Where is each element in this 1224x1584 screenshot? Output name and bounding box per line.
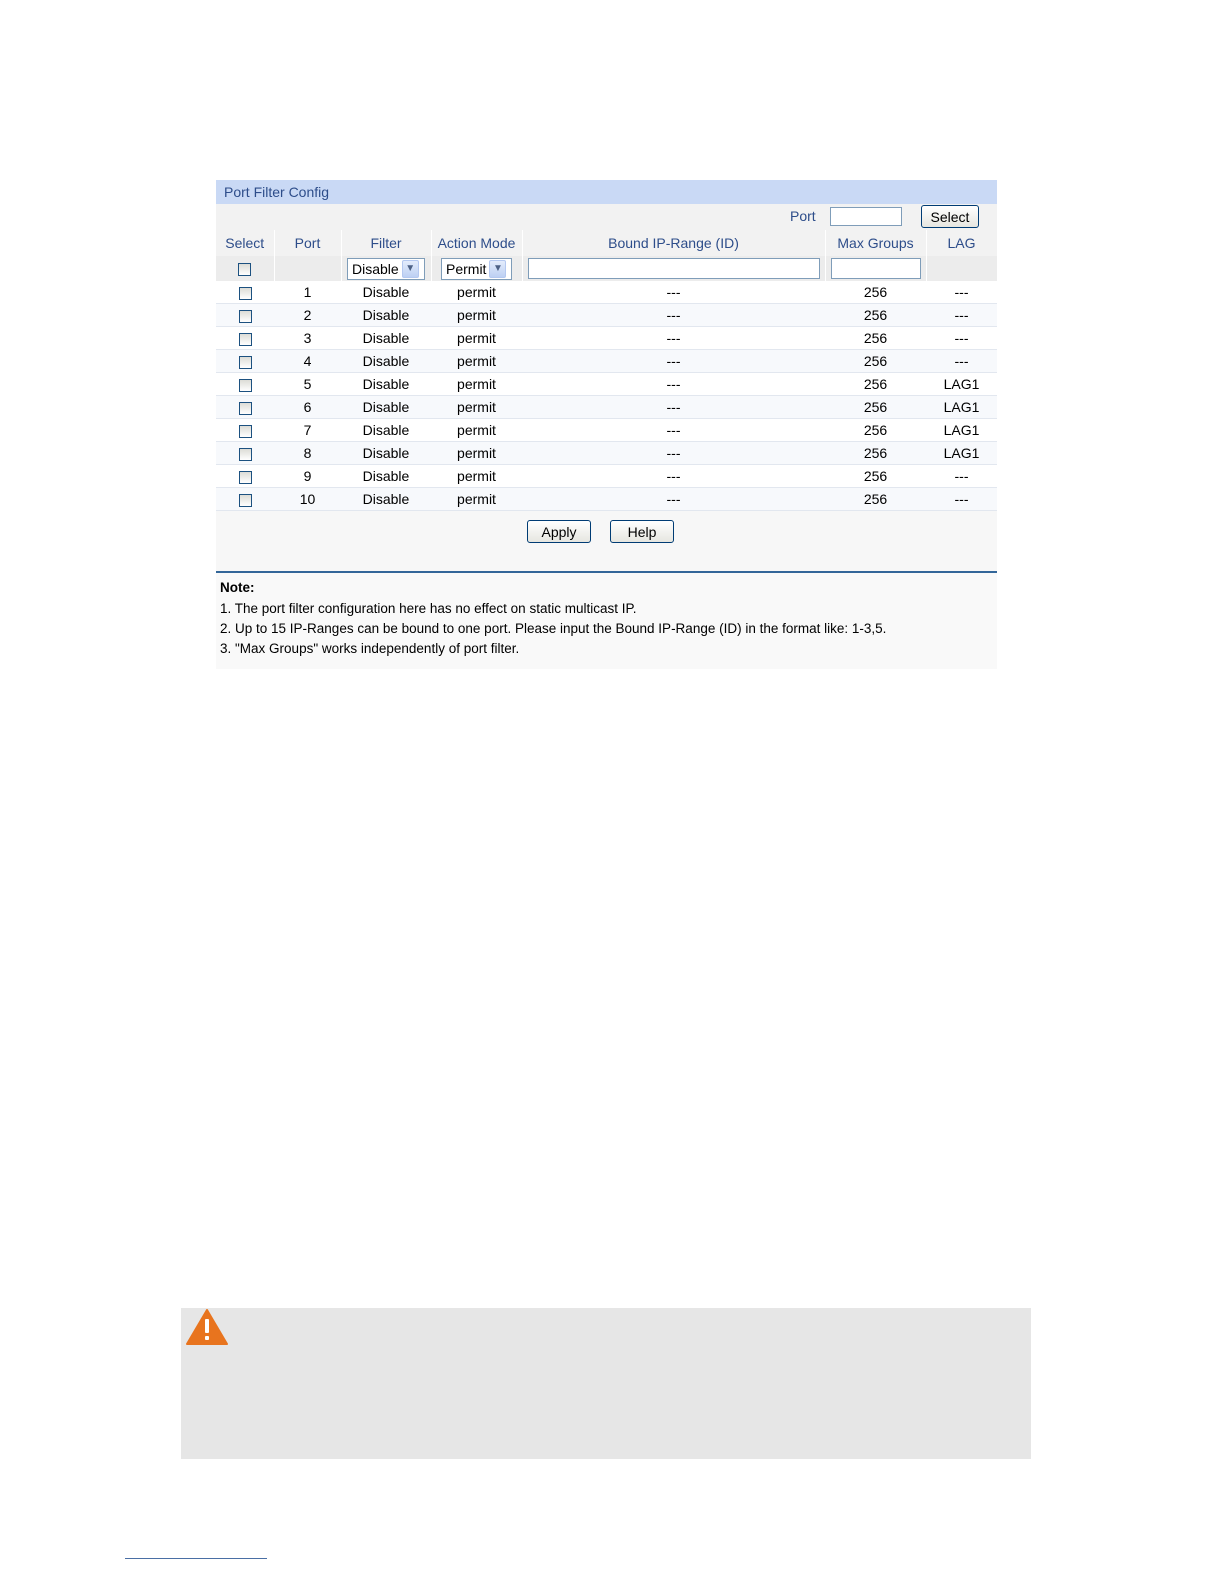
cell-port: 9 — [274, 465, 341, 488]
cell-lag: LAG1 — [926, 373, 997, 396]
row-checkbox[interactable] — [239, 402, 252, 415]
cell-action-mode: permit — [431, 373, 522, 396]
cell-lag: LAG1 — [926, 419, 997, 442]
row-checkbox[interactable] — [239, 356, 252, 369]
cell-bound-ip-range: --- — [522, 304, 825, 327]
cell-filter: Disable — [341, 350, 431, 373]
table-row — [216, 327, 997, 350]
action-mode-dropdown-value: Permit — [446, 260, 487, 277]
row-checkbox[interactable] — [239, 333, 252, 346]
cell-port: 8 — [274, 442, 341, 465]
header-select: Select — [216, 230, 274, 256]
header-filter: Filter — [341, 230, 431, 256]
select-button[interactable]: Select — [921, 205, 979, 228]
row-checkbox[interactable] — [239, 425, 252, 438]
cell-max-groups: 256 — [825, 396, 926, 419]
select-all-checkbox[interactable] — [238, 263, 251, 276]
port-label: Port — [790, 208, 816, 224]
cell-port: 6 — [274, 396, 341, 419]
row-checkbox[interactable] — [239, 448, 252, 461]
cell-max-groups: 256 — [825, 488, 926, 511]
note-section — [216, 573, 997, 669]
chevron-down-icon[interactable]: ▼ — [402, 260, 419, 278]
cell-port: 10 — [274, 488, 341, 511]
port-input[interactable] — [830, 207, 902, 226]
cell-action-mode: permit — [431, 327, 522, 350]
table-row — [216, 350, 997, 373]
cell-bound-ip-range: --- — [522, 350, 825, 373]
table-row — [216, 281, 997, 304]
cell-filter: Disable — [341, 281, 431, 304]
button-bar — [216, 511, 997, 571]
cell-max-groups: 256 — [825, 350, 926, 373]
table-row — [216, 396, 997, 419]
table-header — [216, 230, 997, 256]
cell-bound-ip-range: --- — [522, 465, 825, 488]
table-row — [216, 304, 997, 327]
header-action-mode: Action Mode — [431, 230, 522, 256]
table-row — [216, 488, 997, 511]
row-checkbox[interactable] — [239, 310, 252, 323]
warning-icon — [185, 1308, 229, 1346]
header-max-groups: Max Groups — [825, 230, 926, 256]
footer-rule — [125, 1558, 267, 1559]
cell-max-groups: 256 — [825, 419, 926, 442]
cell-bound-ip-range: --- — [522, 281, 825, 304]
header-bound-ip-range: Bound IP-Range (ID) — [522, 230, 825, 256]
port-filter-config-panel — [216, 180, 997, 669]
port-filter-table — [216, 230, 998, 511]
row-checkbox[interactable] — [239, 471, 252, 484]
cell-action-mode: permit — [431, 396, 522, 419]
table-body — [216, 281, 997, 511]
cell-filter: Disable — [341, 419, 431, 442]
row-checkbox[interactable] — [239, 287, 252, 300]
cell-action-mode: permit — [431, 488, 522, 511]
bound-ip-range-input[interactable] — [528, 258, 820, 279]
cell-lag: --- — [926, 465, 997, 488]
cell-port: 1 — [274, 281, 341, 304]
edit-row — [216, 256, 997, 281]
cell-port: 5 — [274, 373, 341, 396]
cell-action-mode: permit — [431, 465, 522, 488]
cell-lag: --- — [926, 350, 997, 373]
cell-action-mode: permit — [431, 350, 522, 373]
apply-button[interactable]: Apply — [527, 520, 591, 543]
row-checkbox[interactable] — [239, 379, 252, 392]
table-row — [216, 373, 997, 396]
cell-bound-ip-range: --- — [522, 396, 825, 419]
note-line-2: 2. Up to 15 IP-Ranges can be bound to one port. Please input the Bound IP-Range (ID) in the format like: 1-3,5. — [220, 621, 887, 636]
cell-bound-ip-range: --- — [522, 488, 825, 511]
filter-dropdown-value: Disable — [352, 260, 399, 277]
cell-port: 2 — [274, 304, 341, 327]
cell-max-groups: 256 — [825, 465, 926, 488]
cell-lag: --- — [926, 304, 997, 327]
panel-title: Port Filter Config — [216, 180, 997, 204]
cell-lag: LAG1 — [926, 442, 997, 465]
cell-filter: Disable — [341, 396, 431, 419]
cell-max-groups: 256 — [825, 327, 926, 350]
note-title: Note: — [220, 580, 255, 595]
cell-max-groups: 256 — [825, 373, 926, 396]
table-row — [216, 419, 997, 442]
cell-lag: --- — [926, 327, 997, 350]
cell-max-groups: 256 — [825, 281, 926, 304]
cell-max-groups: 256 — [825, 304, 926, 327]
cell-bound-ip-range: --- — [522, 442, 825, 465]
filter-dropdown[interactable] — [347, 258, 425, 280]
cell-action-mode: permit — [431, 281, 522, 304]
help-button[interactable]: Help — [610, 520, 674, 543]
cell-bound-ip-range: --- — [522, 373, 825, 396]
warning-box — [181, 1308, 1031, 1459]
cell-port: 4 — [274, 350, 341, 373]
cell-filter: Disable — [341, 488, 431, 511]
table-row — [216, 442, 997, 465]
cell-lag: --- — [926, 488, 997, 511]
note-line-1: 1. The port filter configuration here has no effect on static multicast IP. — [220, 601, 637, 616]
header-lag: LAG — [926, 230, 997, 256]
cell-lag: --- — [926, 281, 997, 304]
action-mode-dropdown[interactable] — [441, 258, 512, 280]
cell-action-mode: permit — [431, 419, 522, 442]
port-select-bar — [216, 204, 997, 230]
header-port: Port — [274, 230, 341, 256]
cell-port: 7 — [274, 419, 341, 442]
table-row — [216, 465, 997, 488]
cell-action-mode: permit — [431, 442, 522, 465]
cell-bound-ip-range: --- — [522, 419, 825, 442]
cell-filter: Disable — [341, 304, 431, 327]
cell-port: 3 — [274, 327, 341, 350]
cell-filter: Disable — [341, 465, 431, 488]
cell-bound-ip-range: --- — [522, 327, 825, 350]
chevron-down-icon[interactable]: ▼ — [489, 260, 506, 278]
cell-filter: Disable — [341, 327, 431, 350]
note-line-3: 3. "Max Groups" works independently of port filter. — [220, 641, 520, 656]
cell-action-mode: permit — [431, 304, 522, 327]
cell-max-groups: 256 — [825, 442, 926, 465]
row-checkbox[interactable] — [239, 494, 252, 507]
cell-filter: Disable — [341, 373, 431, 396]
cell-lag: LAG1 — [926, 396, 997, 419]
cell-filter: Disable — [341, 442, 431, 465]
max-groups-input[interactable] — [831, 258, 921, 279]
